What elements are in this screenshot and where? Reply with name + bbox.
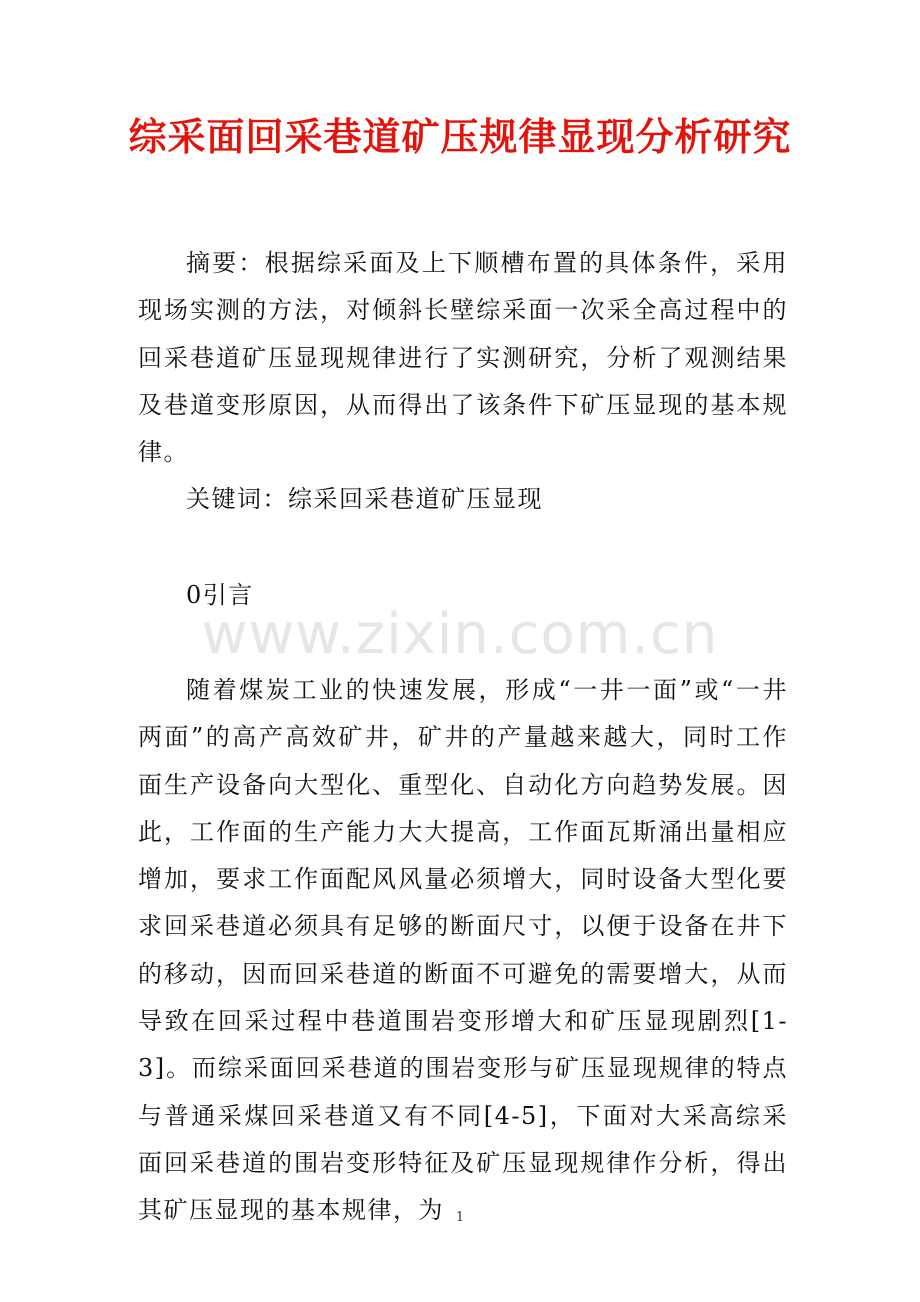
intro-paragraph: 随着煤炭工业的快速发展，形成“一井一面”或“一井两面”的高产高效矿井，矿井的产量越来越大，同时工作面生产设备向大型化、重型化、自动化方向趋势发展。因此，工作面的生产能力大大提高，工作面瓦斯涌出量相应增加，要求工作面配风风量必须增大，同时设备大型化要求回采巷道必须具有足够的断面尺寸，以便于设备在井下的移动，因而回采巷道的断面不可避免的需要增大，从而导致在回采过程中巷道围岩变形增大和矿压显现剧烈[1-3]。而综采面回采巷道的围岩变形与矿压显现规律的特点与普通采煤回采巷道又有不同[4-5]，下面对大采高综采面回采巷道的围岩变形特征及矿压显现规律作分析，得出其矿压显现的基本规律，为 — [138, 676, 788, 1225]
watermark-text: www.zixin.com.cn — [201, 602, 719, 667]
abstract-paragraph: 摘要：根据综采面及上下顺槽布置的具体条件，采用现场实测的方法，对倾斜长壁综采面一次采全高过程中的回采巷道矿压显现规律进行了实测研究，分析了观测结果及巷道变形原因，从而得出了该条件下矿压显现的基本规律。 — [138, 249, 788, 467]
keywords-line: 关键词：综采回采巷道矿压显现 — [186, 485, 543, 513]
page-number: 1 — [455, 1210, 465, 1225]
section-heading: 0引言 — [186, 581, 254, 609]
document-title: 综采面回采巷道矿压规律显现分析研究 — [128, 115, 792, 159]
